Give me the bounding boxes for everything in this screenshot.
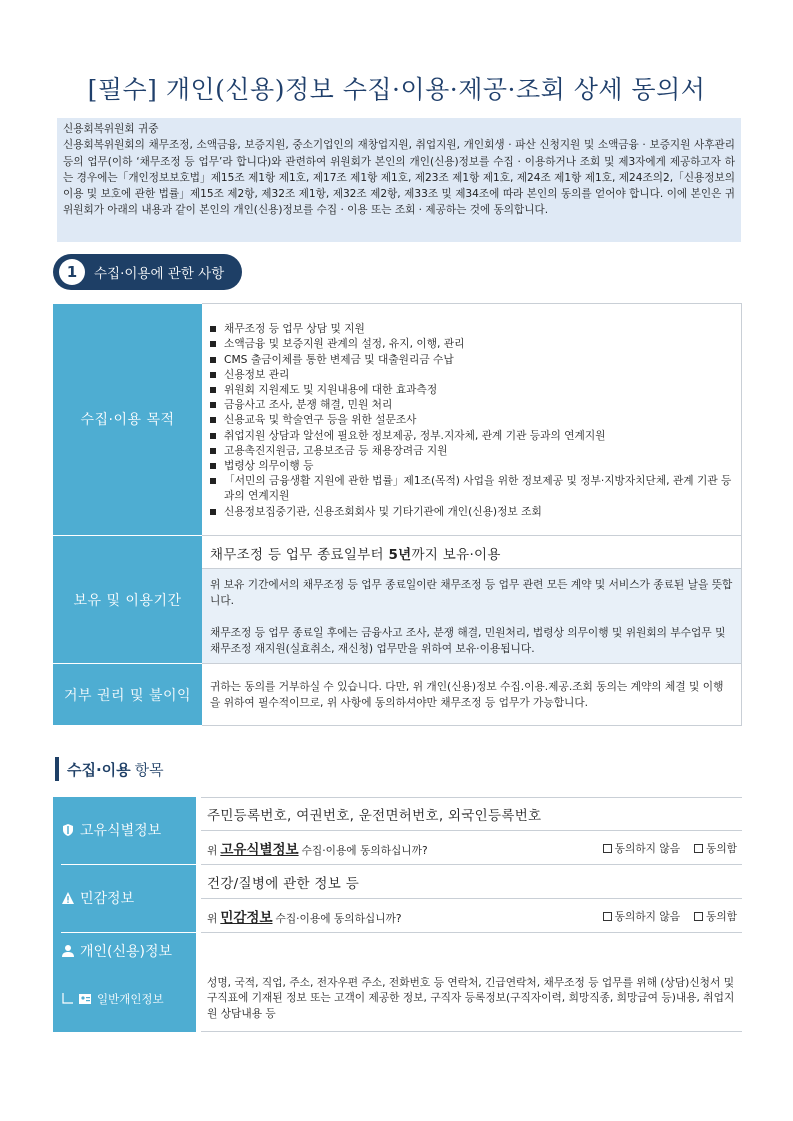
general-info-label-row bbox=[61, 991, 164, 1007]
retention-details bbox=[202, 569, 741, 663]
intro-body: 신용회복위원회의 채무조정, 소액금융, 보증지원, 중소기업인의 재창업지원, 취업지원, 개인회생 · 파산 신청지원 및 소액금융 · 보증지원 사후관리 등의 업무(이하 ‘채무조정 등 업무’라 합니다)와 관련하여 위원회가 본인의 개인(신용)정보를 수집 · 이용하거나 조회 및 제3자에게 제공하고자 하는 경우에는「개인정보보호법」제15조 제1항 제1호, 제17조 제1항 제1호, 제23조 제1항 제1호, 제24조 제1항 제1호, 제24조의2,「신용정보의 이용 및 보호에 관한 법률」제15조 제2항, 제32조 제1항, 제32조 제2항, 제33조 및 제34조에 따라 본인의 동의를 얻어야 합니다. 이에 본인은 귀 위원회가 아래의 내용과 같이 본인의 개인(신용)정보를 수집 · 이용 또는 조회 · 제공하는 것에 동의합니다. bbox=[63, 139, 735, 217]
purpose-item: 신용정보 관리 bbox=[210, 367, 733, 382]
refusal-cell bbox=[202, 664, 742, 726]
purpose-item: 「서민의 금융생활 지원에 관한 법률」제1조(목적) 사업을 위한 정보제공 및 정부·지방자치단체, 관계 기관 등과의 연계지원 bbox=[210, 473, 733, 503]
row-border bbox=[201, 932, 742, 933]
label-divider bbox=[61, 864, 196, 865]
purpose-item: 위원회 지원제도 및 지원내용에 대한 효과측정 bbox=[210, 382, 733, 397]
unique-id-disagree-option[interactable]: 동의하지 않음 bbox=[603, 841, 680, 856]
row-border bbox=[201, 1031, 742, 1032]
sensitive-emphasis: 민감정보 bbox=[220, 910, 273, 926]
collection-usage-table bbox=[53, 303, 742, 726]
sensitive-consent-row bbox=[207, 903, 737, 929]
unique-id-value: 주민등록번호, 여권번호, 운전면허번호, 외국인등록번호 bbox=[207, 808, 542, 824]
sensitive-agree-option[interactable]: 동의함 bbox=[694, 909, 737, 924]
items-title-normal: 항목 bbox=[134, 760, 164, 779]
retention-para-2: 채무조정 등 업무 종료일 후에는 금융사고 조사, 분쟁 해결, 민원처리, 법령상 의무이행 및 위원회의 부수업무 및 채무조정 재지원(실효취소, 재신청) 업무만을 위하여 보유·이용됩니다. bbox=[210, 626, 726, 655]
retention-period: 채무조정 등 업무 종료일부터 5년까지 보유·이용 bbox=[202, 536, 741, 569]
purpose-item: 신용정보집중기관, 신용조회회사 및 기타기관에 개인(신용)정보 조회 bbox=[210, 504, 733, 519]
shield-icon bbox=[61, 823, 75, 837]
section-number: 1 bbox=[59, 259, 85, 285]
general-info-value: 성명, 국적, 직업, 주소, 전자우편 주소, 전화번호 등 연락처, 긴급연락처, 채무조정 등 업무를 위해 (상담)신청서 및 구직표에 기재된 정보 또는 고객이 제공한 정보, 구직자 등록정보(구직자이력, 희망직종, 희망급여 등)내용, 취업지원 상담내용 등 bbox=[207, 976, 735, 1020]
person-icon bbox=[61, 944, 75, 958]
personal-label: 개인(신용)정보 bbox=[80, 944, 173, 960]
retention-cell bbox=[202, 536, 742, 664]
sensitive-disagree-option[interactable]: 동의하지 않음 bbox=[603, 909, 680, 924]
sub-item-corner-icon bbox=[61, 992, 75, 1006]
unique-id-emphasis: 고유식별정보 bbox=[220, 842, 299, 858]
sensitive-question: 위 민감정보 수집·이용에 동의하십니까? bbox=[207, 910, 402, 926]
purpose-cell bbox=[202, 304, 742, 536]
page-title: [필수] 개인(신용)정보 수집·이용·제공·조회 상세 동의서 bbox=[87, 75, 706, 104]
sensitive-label-row bbox=[53, 883, 196, 913]
unique-id-label: 고유식별정보 bbox=[80, 823, 162, 839]
items-section-title bbox=[55, 754, 164, 784]
general-info-label: 일반개인정보 bbox=[97, 992, 164, 1006]
purpose-list bbox=[202, 314, 741, 525]
warning-icon bbox=[61, 891, 75, 905]
purpose-header: 수집·이용 목적 bbox=[53, 304, 202, 536]
checkbox[interactable] bbox=[694, 912, 703, 921]
purpose-item: 취업지원 상담과 알선에 필요한 정보제공, 정부.지자체, 관계 기관 등과의 연계지원 bbox=[210, 428, 733, 443]
section-1-heading bbox=[53, 254, 242, 290]
intro-box bbox=[57, 118, 741, 242]
unique-id-agree-option[interactable]: 동의함 bbox=[694, 841, 737, 856]
retention-header: 보유 및 이용기간 bbox=[53, 536, 202, 664]
row-border bbox=[201, 864, 742, 865]
retention-years: 5년 bbox=[388, 547, 412, 563]
sensitive-label: 민감정보 bbox=[80, 891, 135, 907]
purpose-item: 채무조정 등 업무 상담 및 지원 bbox=[210, 321, 733, 336]
items-content-column bbox=[201, 797, 742, 1032]
refusal-text: 귀하는 동의를 거부하실 수 있습니다. 다만, 위 개인(신용)정보 수집.이용.제공.조회 동의는 계약의 체결 및 이행을 위하여 필수적이므로, 위 사항에 동의하셔야만 채무조정 등 업무가 가능합니다. bbox=[210, 680, 724, 709]
purpose-item: 신용교육 및 학술연구 등을 위한 설문조사 bbox=[210, 412, 733, 427]
purpose-item: 고용촉진지원금, 고용보조금 등 채용장려금 지원 bbox=[210, 443, 733, 458]
unique-id-question: 위 고유식별정보 수집·이용에 동의하십니까? bbox=[207, 842, 428, 858]
row-border bbox=[201, 898, 742, 899]
id-card-icon bbox=[78, 992, 92, 1006]
retention-para-1: 위 보유 기간에서의 채무조정 등 업무 종료일이란 채무조정 등 업무 관련 모든 계약 및 서비스가 종료된 날을 뜻합니다. bbox=[210, 578, 733, 607]
title-bar bbox=[55, 757, 59, 781]
checkbox[interactable] bbox=[694, 844, 703, 853]
sensitive-value: 건강/질병에 관한 정보 등 bbox=[207, 876, 360, 892]
label-divider bbox=[61, 932, 196, 933]
unique-id-label-row bbox=[53, 815, 196, 845]
items-table bbox=[53, 797, 742, 1032]
row-border bbox=[201, 797, 742, 798]
intro-addressee: 신용회복위원회 귀중 bbox=[63, 123, 159, 135]
purpose-item: 소액금융 및 보증지원 관계의 설정, 유지, 이행, 관리 bbox=[210, 336, 733, 351]
section-label: 수집·이용에 관한 사항 bbox=[94, 266, 225, 282]
purpose-item: 금융사고 조사, 분쟁 해결, 민원 처리 bbox=[210, 397, 733, 412]
purpose-item: 법령상 의무이행 등 bbox=[210, 458, 733, 473]
row-border bbox=[201, 830, 742, 831]
personal-label-row bbox=[53, 936, 196, 966]
checkbox[interactable] bbox=[603, 912, 612, 921]
items-title-bold: 수집·이용 bbox=[67, 760, 131, 779]
unique-id-consent-row bbox=[207, 835, 737, 861]
refusal-header: 거부 권리 및 불이익 bbox=[53, 664, 202, 726]
checkbox[interactable] bbox=[603, 844, 612, 853]
purpose-item: CMS 출금이체를 통한 변제금 및 대출원리금 수납 bbox=[210, 352, 733, 367]
